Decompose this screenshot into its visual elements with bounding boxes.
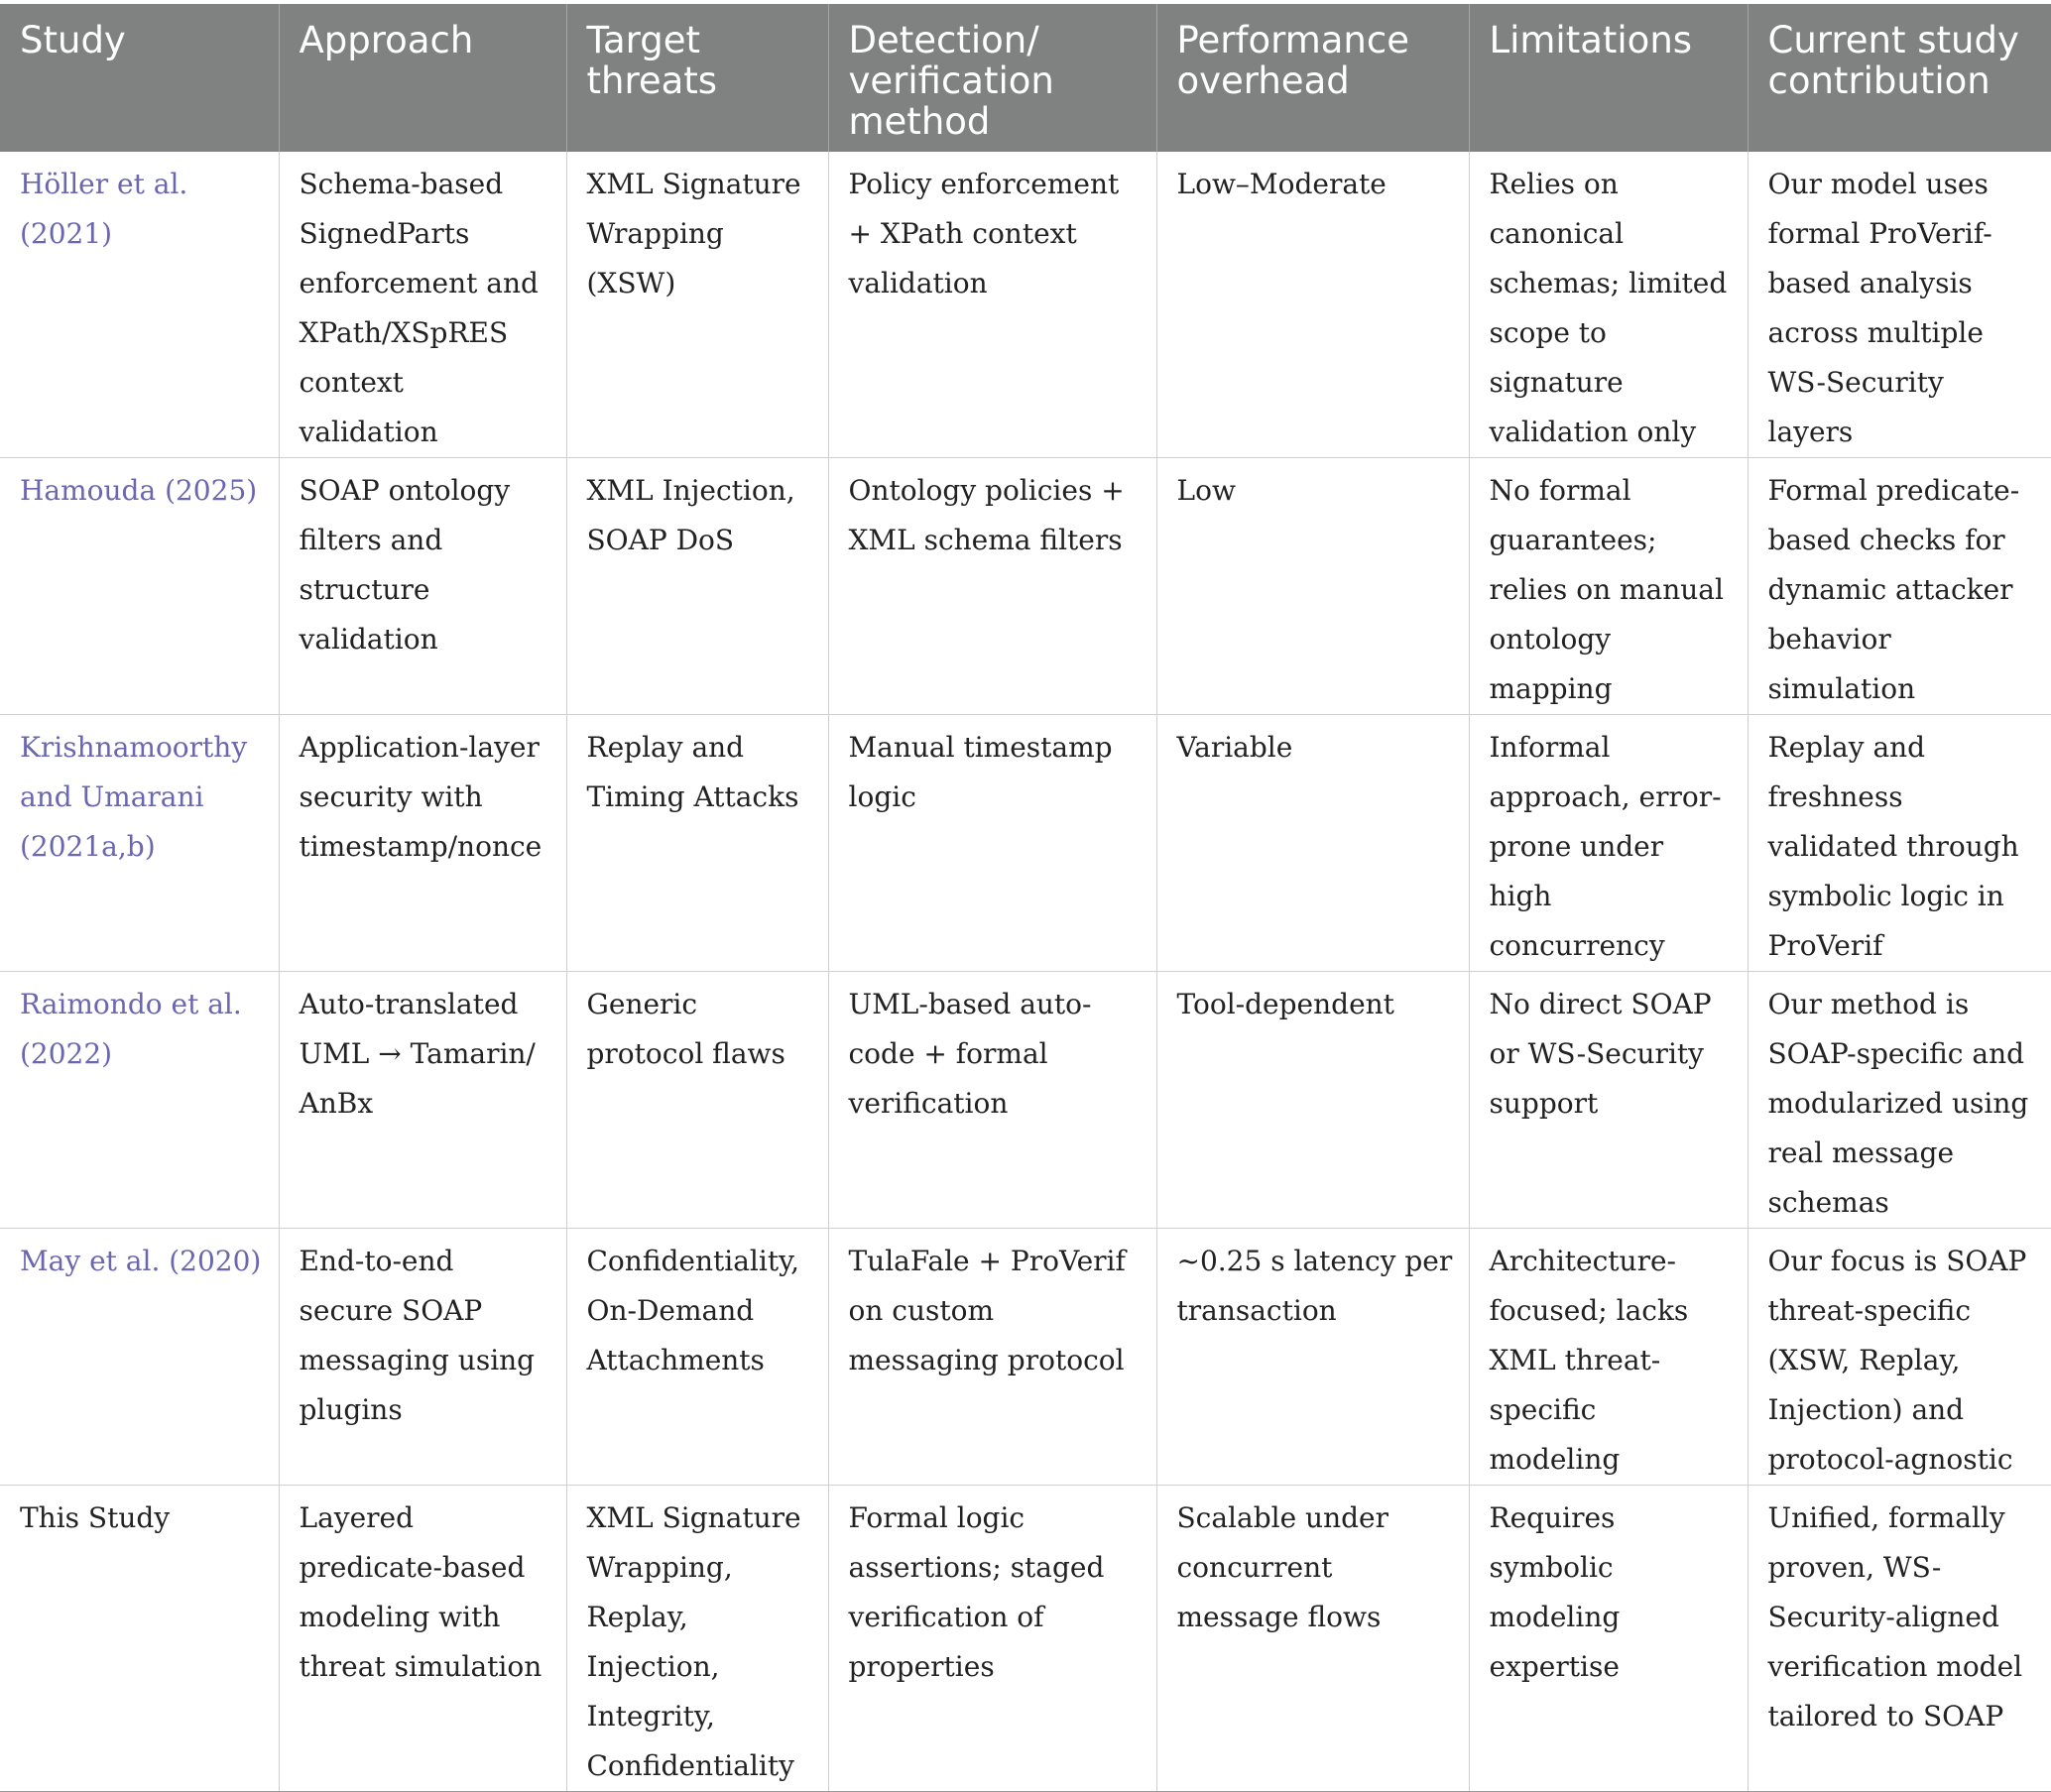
limitations-cell: Requires symbolic modeling expertise <box>1469 1486 1748 1792</box>
contribution-cell: Replay and freshness validated through symbolic logic in ProVerif <box>1748 715 2051 972</box>
overhead-cell: Low <box>1156 458 1469 715</box>
overhead-cell: Tool-dependent <box>1156 972 1469 1229</box>
header-row <box>0 4 2051 152</box>
contribution-cell: Unified, formally proven, WS-Security-aligned verification model tailored to SOAP <box>1748 1486 2051 1792</box>
contribution-cell: Our focus is SOAP threat-specific (XSW, Replay, Injection) and protocol-agnostic <box>1748 1229 2051 1486</box>
header-limitations: Limitations <box>1469 4 1748 152</box>
study-link[interactable]: Krishnamoorthy and Umarani (2021a,b) <box>0 715 279 972</box>
study-link[interactable]: May et al. (2020) <box>0 1229 279 1486</box>
table-row <box>0 715 2051 972</box>
threats-cell: Replay and Timing Attacks <box>566 715 828 972</box>
study-link[interactable]: Höller et al. (2021) <box>0 152 279 458</box>
threats-cell: XML Signature Wrapping (XSW) <box>566 152 828 458</box>
method-cell: TulaFale + ProVerif on custom messaging protocol <box>828 1229 1156 1486</box>
method-cell: UML-based auto-code + formal verification <box>828 972 1156 1229</box>
method-cell: Formal logic assertions; staged verification of properties <box>828 1486 1156 1792</box>
approach-cell: Layered predicate-based modeling with threat simulation <box>279 1486 566 1792</box>
approach-cell: SOAP ontology filters and structure validation <box>279 458 566 715</box>
comparison-table <box>0 4 2051 1792</box>
table-row <box>0 458 2051 715</box>
approach-cell: Auto-translated UML → Tamarin/ AnBx <box>279 972 566 1229</box>
table-row <box>0 972 2051 1229</box>
threats-cell: Confidentiality, On-Demand Attachments <box>566 1229 828 1486</box>
study-link[interactable]: Hamouda (2025) <box>0 458 279 715</box>
limitations-cell: No direct SOAP or WS-Security support <box>1469 972 1748 1229</box>
overhead-cell: Variable <box>1156 715 1469 972</box>
overhead-cell: Low–Moderate <box>1156 152 1469 458</box>
study-link[interactable]: Raimondo et al. (2022) <box>0 972 279 1229</box>
overhead-cell: ~0.25 s latency per transaction <box>1156 1229 1469 1486</box>
approach-cell: Application-layer security with timestamp/nonce <box>279 715 566 972</box>
study-cell: This Study <box>0 1486 279 1792</box>
header-current-contribution: Current study contribution <box>1748 4 2051 152</box>
threats-cell: XML Signature Wrapping, Replay, Injection, Integrity, Confidentiality <box>566 1486 828 1792</box>
overhead-cell: Scalable under concurrent message flows <box>1156 1486 1469 1792</box>
header-target-threats: Target threats <box>566 4 828 152</box>
limitations-cell: No formal guarantees; relies on manual ontology mapping <box>1469 458 1748 715</box>
approach-cell: Schema-based SignedParts enforcement and XPath/XSpRES context validation <box>279 152 566 458</box>
limitations-cell: Architecture-focused; lacks XML threat-specific modeling <box>1469 1229 1748 1486</box>
contribution-cell: Formal predicate-based checks for dynamic attacker behavior simulation <box>1748 458 2051 715</box>
threats-cell: XML Injection, SOAP DoS <box>566 458 828 715</box>
approach-cell: End-to-end secure SOAP messaging using plugins <box>279 1229 566 1486</box>
table-row <box>0 1229 2051 1486</box>
threats-cell: Generic protocol flaws <box>566 972 828 1229</box>
table-row <box>0 152 2051 458</box>
header-performance-overhead: Performance overhead <box>1156 4 1469 152</box>
header-study: Study <box>0 4 279 152</box>
contribution-cell: Our model uses formal ProVerif-based analysis across multiple WS-Security layers <box>1748 152 2051 458</box>
header-approach: Approach <box>279 4 566 152</box>
table-row <box>0 1486 2051 1792</box>
header-detection-method: Detection/ verification method <box>828 4 1156 152</box>
method-cell: Policy enforcement + XPath context validation <box>828 152 1156 458</box>
limitations-cell: Informal approach, error-prone under high concurrency <box>1469 715 1748 972</box>
method-cell: Manual timestamp logic <box>828 715 1156 972</box>
limitations-cell: Relies on canonical schemas; limited scope to signature validation only <box>1469 152 1748 458</box>
method-cell: Ontology policies + XML schema filters <box>828 458 1156 715</box>
contribution-cell: Our method is SOAP-specific and modularized using real message schemas <box>1748 972 2051 1229</box>
